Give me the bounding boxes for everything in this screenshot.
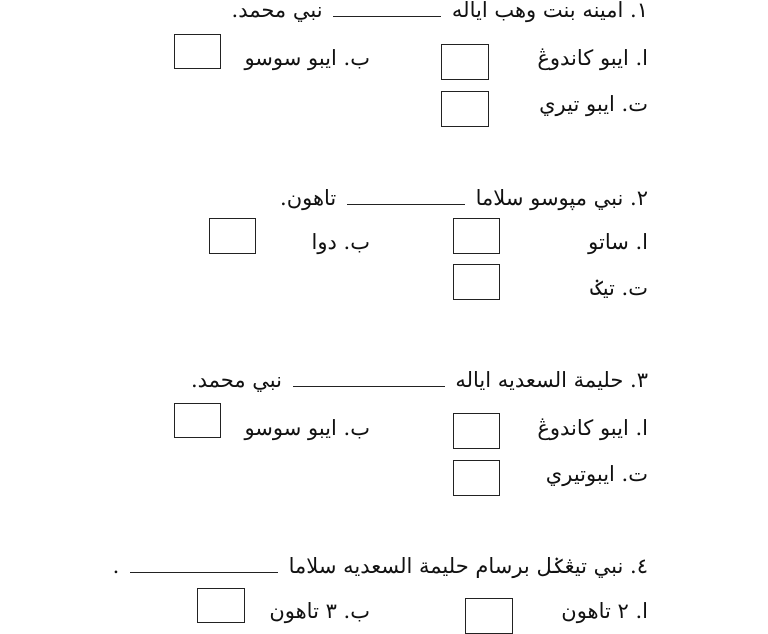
- question-3-text-before: حليمة السعديه اياله: [455, 368, 624, 392]
- question-3-option-c-label: ت. ايبوتيري: [545, 462, 648, 486]
- question-1-number: ١.: [630, 0, 648, 22]
- question-1-option-c-checkbox[interactable]: [441, 91, 489, 127]
- question-3-text: [191, 366, 648, 394]
- question-1-text-after: نبي محمد.: [231, 0, 323, 22]
- question-1-option-b-checkbox[interactable]: [174, 34, 221, 69]
- question-1-text-before: امينه بنت وهب اياله: [451, 0, 624, 22]
- question-2-option-b-checkbox[interactable]: [209, 218, 256, 254]
- question-4-option-a-checkbox[interactable]: [465, 598, 513, 634]
- question-3-blank[interactable]: [293, 368, 445, 387]
- question-2-option-a-label: ا. ساتو: [588, 230, 648, 254]
- question-1-option-c-label: ت. ايبو تيري: [539, 92, 648, 116]
- question-4-option-b-label: ب. ٣ تاهون: [269, 599, 370, 623]
- question-1-option-a-label: ا. ايبو كاندوڠ: [537, 46, 648, 70]
- question-3-option-a-checkbox[interactable]: [453, 413, 500, 449]
- question-2-option-c-checkbox[interactable]: [453, 264, 500, 300]
- question-2-text-before: نبي مپوسو سلاما: [475, 186, 624, 210]
- question-4-blank[interactable]: [130, 554, 278, 573]
- question-3-text-after: نبي محمد.: [190, 368, 282, 392]
- question-2-number: ٢.: [630, 186, 648, 210]
- question-3-option-a-label: ا. ايبو كاندوڠ: [537, 416, 648, 440]
- question-2-option-b-label: ب. دوا: [311, 230, 370, 254]
- question-1-blank[interactable]: [333, 0, 441, 17]
- question-4-text-before: نبي تيڠݢل برسام حليمة السعديه سلاما: [288, 554, 624, 578]
- question-4-text: [113, 552, 648, 580]
- question-3-number: ٣.: [630, 368, 648, 392]
- question-3-option-b-label: ب. ايبو سوسو: [244, 416, 370, 440]
- question-4-text-after: .: [112, 554, 120, 578]
- question-2-text-after: تاهون.: [280, 186, 337, 210]
- question-2-text: [280, 184, 648, 212]
- question-2-option-a-checkbox[interactable]: [453, 218, 500, 254]
- question-1-option-b-label: ب. ايبو سوسو: [244, 46, 370, 70]
- question-2-option-c-label: ت. تيݢ: [590, 276, 648, 300]
- question-3-option-c-checkbox[interactable]: [453, 460, 500, 496]
- question-4-number: ٤.: [630, 554, 648, 578]
- question-1-option-a-checkbox[interactable]: [441, 44, 489, 80]
- question-4-option-b-checkbox[interactable]: [197, 588, 245, 623]
- question-4-option-a-label: ا. ٢ تاهون: [561, 599, 648, 623]
- question-3-option-b-checkbox[interactable]: [174, 403, 221, 438]
- question-1-text: [232, 0, 648, 24]
- question-2-blank[interactable]: [347, 186, 465, 205]
